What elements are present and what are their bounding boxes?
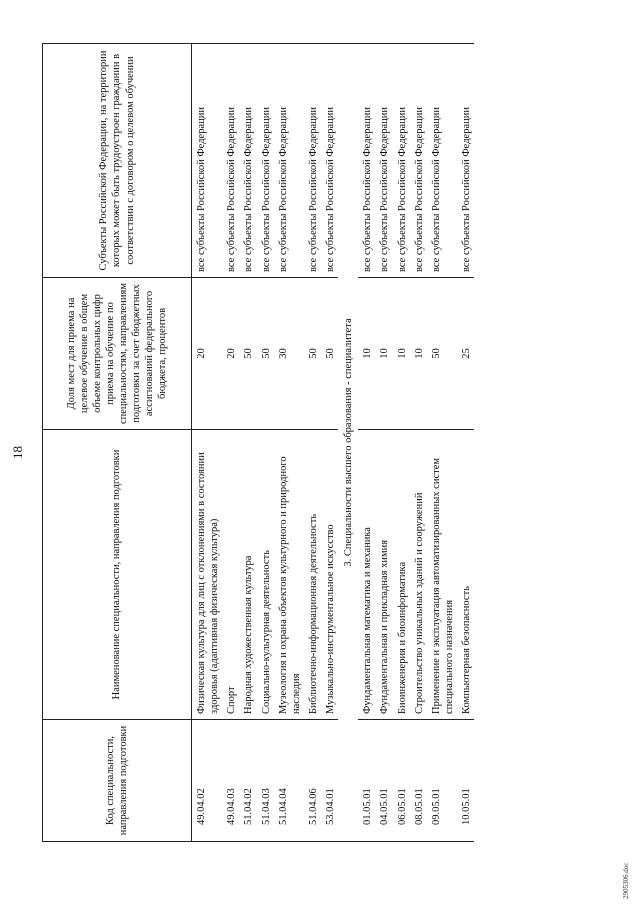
row-share: 10 <box>375 277 392 429</box>
row-share: 50 <box>257 277 274 429</box>
row-subjects: все субъекты Российской Федерации <box>304 43 321 277</box>
row-code: 10.05.01 <box>457 719 474 841</box>
row-code: 51.04.02 <box>239 719 256 841</box>
row-subjects: все субъекты Российской Федерации <box>457 43 474 277</box>
row-code: 51.04.04 <box>274 719 304 841</box>
row-code: 53.04.01 <box>321 719 338 841</box>
row-code: 51.04.03 <box>257 719 274 841</box>
row-name: Фундаментальная математика и механика <box>358 429 375 719</box>
row-share: 25 <box>457 277 474 429</box>
row-name: Фундаментальная и прикладная химия <box>375 429 392 719</box>
row-code: 49.04.02 <box>192 719 222 841</box>
row-name: Спорт <box>222 429 239 719</box>
header-code: Код специальности, направления подготовки <box>43 719 192 841</box>
row-subjects: все субъекты Российской Федерации <box>358 43 375 277</box>
section-heading: 3. Специальности высшего образования - специалитета <box>338 43 358 841</box>
row-subjects: все субъекты Российской Федерации <box>321 43 338 277</box>
row-name: Физическая культура для лиц с отклонениями в состоянии здоровья (адаптивная физическая культура) <box>192 429 222 719</box>
row-subjects: все субъекты Российской Федерации <box>410 43 427 277</box>
row-subjects: все субъекты Российской Федерации <box>239 43 256 277</box>
row-code: 04.05.01 <box>375 719 392 841</box>
row-share: 10 <box>410 277 427 429</box>
file-reference: 2905306.doc <box>622 862 630 899</box>
header-name: Наименование специальности, направления подготовки <box>43 429 192 719</box>
row-subjects: все субъекты Российской Федерации <box>274 43 304 277</box>
row-name: Социально-культурная деятельность <box>257 429 274 719</box>
row-name: Библиотечно-информационная деятельность <box>304 429 321 719</box>
header-share: Доля мест для приема на целевое обучение в общем объеме контрольных цифр приема на обучение по специальностям, направлениям подготовки за счет бюджетных ассигнований федерального бюджета, процентов <box>43 277 192 429</box>
row-name: Применение и эксплуатация автоматизированных систем специального назначения <box>427 429 457 719</box>
row-share: 50 <box>304 277 321 429</box>
row-name: Музыкально-инструментальное искусство <box>321 429 338 719</box>
row-subjects: все субъекты Российской Федерации <box>393 43 410 277</box>
row-subjects: все субъекты Российской Федерации <box>192 43 222 277</box>
row-code: 01.05.01 <box>358 719 375 841</box>
row-subjects: все субъекты Российской Федерации <box>375 43 392 277</box>
row-share: 50 <box>321 277 338 429</box>
header-subjects: Субъекты Российской Федерации, на территории которых может быть трудоустроен гражданин в соответствии с договором о целевом обучении <box>43 43 192 277</box>
row-share: 20 <box>192 277 222 429</box>
row-name: Биоинженерия и биоинформатика <box>393 429 410 719</box>
row-code: 09.05.01 <box>427 719 457 841</box>
row-name: Компьютерная безопасность <box>457 429 474 719</box>
row-subjects: все субъекты Российской Федерации <box>427 43 457 277</box>
row-share: 20 <box>222 277 239 429</box>
row-code: 51.04.06 <box>304 719 321 841</box>
row-share: 10 <box>393 277 410 429</box>
row-code: 08.05.01 <box>410 719 427 841</box>
row-code: 06.05.01 <box>393 719 410 841</box>
row-name: Народная художественная культура <box>239 429 256 719</box>
row-subjects: все субъекты Российской Федерации <box>222 43 239 277</box>
row-name: Музеология и охрана объектов культурного и природного наследия <box>274 429 304 719</box>
specialties-table <box>42 43 474 842</box>
row-share: 50 <box>427 277 457 429</box>
row-share: 10 <box>358 277 375 429</box>
row-code: 49.04.03 <box>222 719 239 841</box>
row-share: 30 <box>274 277 304 429</box>
row-subjects: все субъекты Российской Федерации <box>257 43 274 277</box>
page-number: 18 <box>10 446 25 459</box>
row-name: Строительство уникальных зданий и сооружений <box>410 429 427 719</box>
row-share: 50 <box>239 277 256 429</box>
